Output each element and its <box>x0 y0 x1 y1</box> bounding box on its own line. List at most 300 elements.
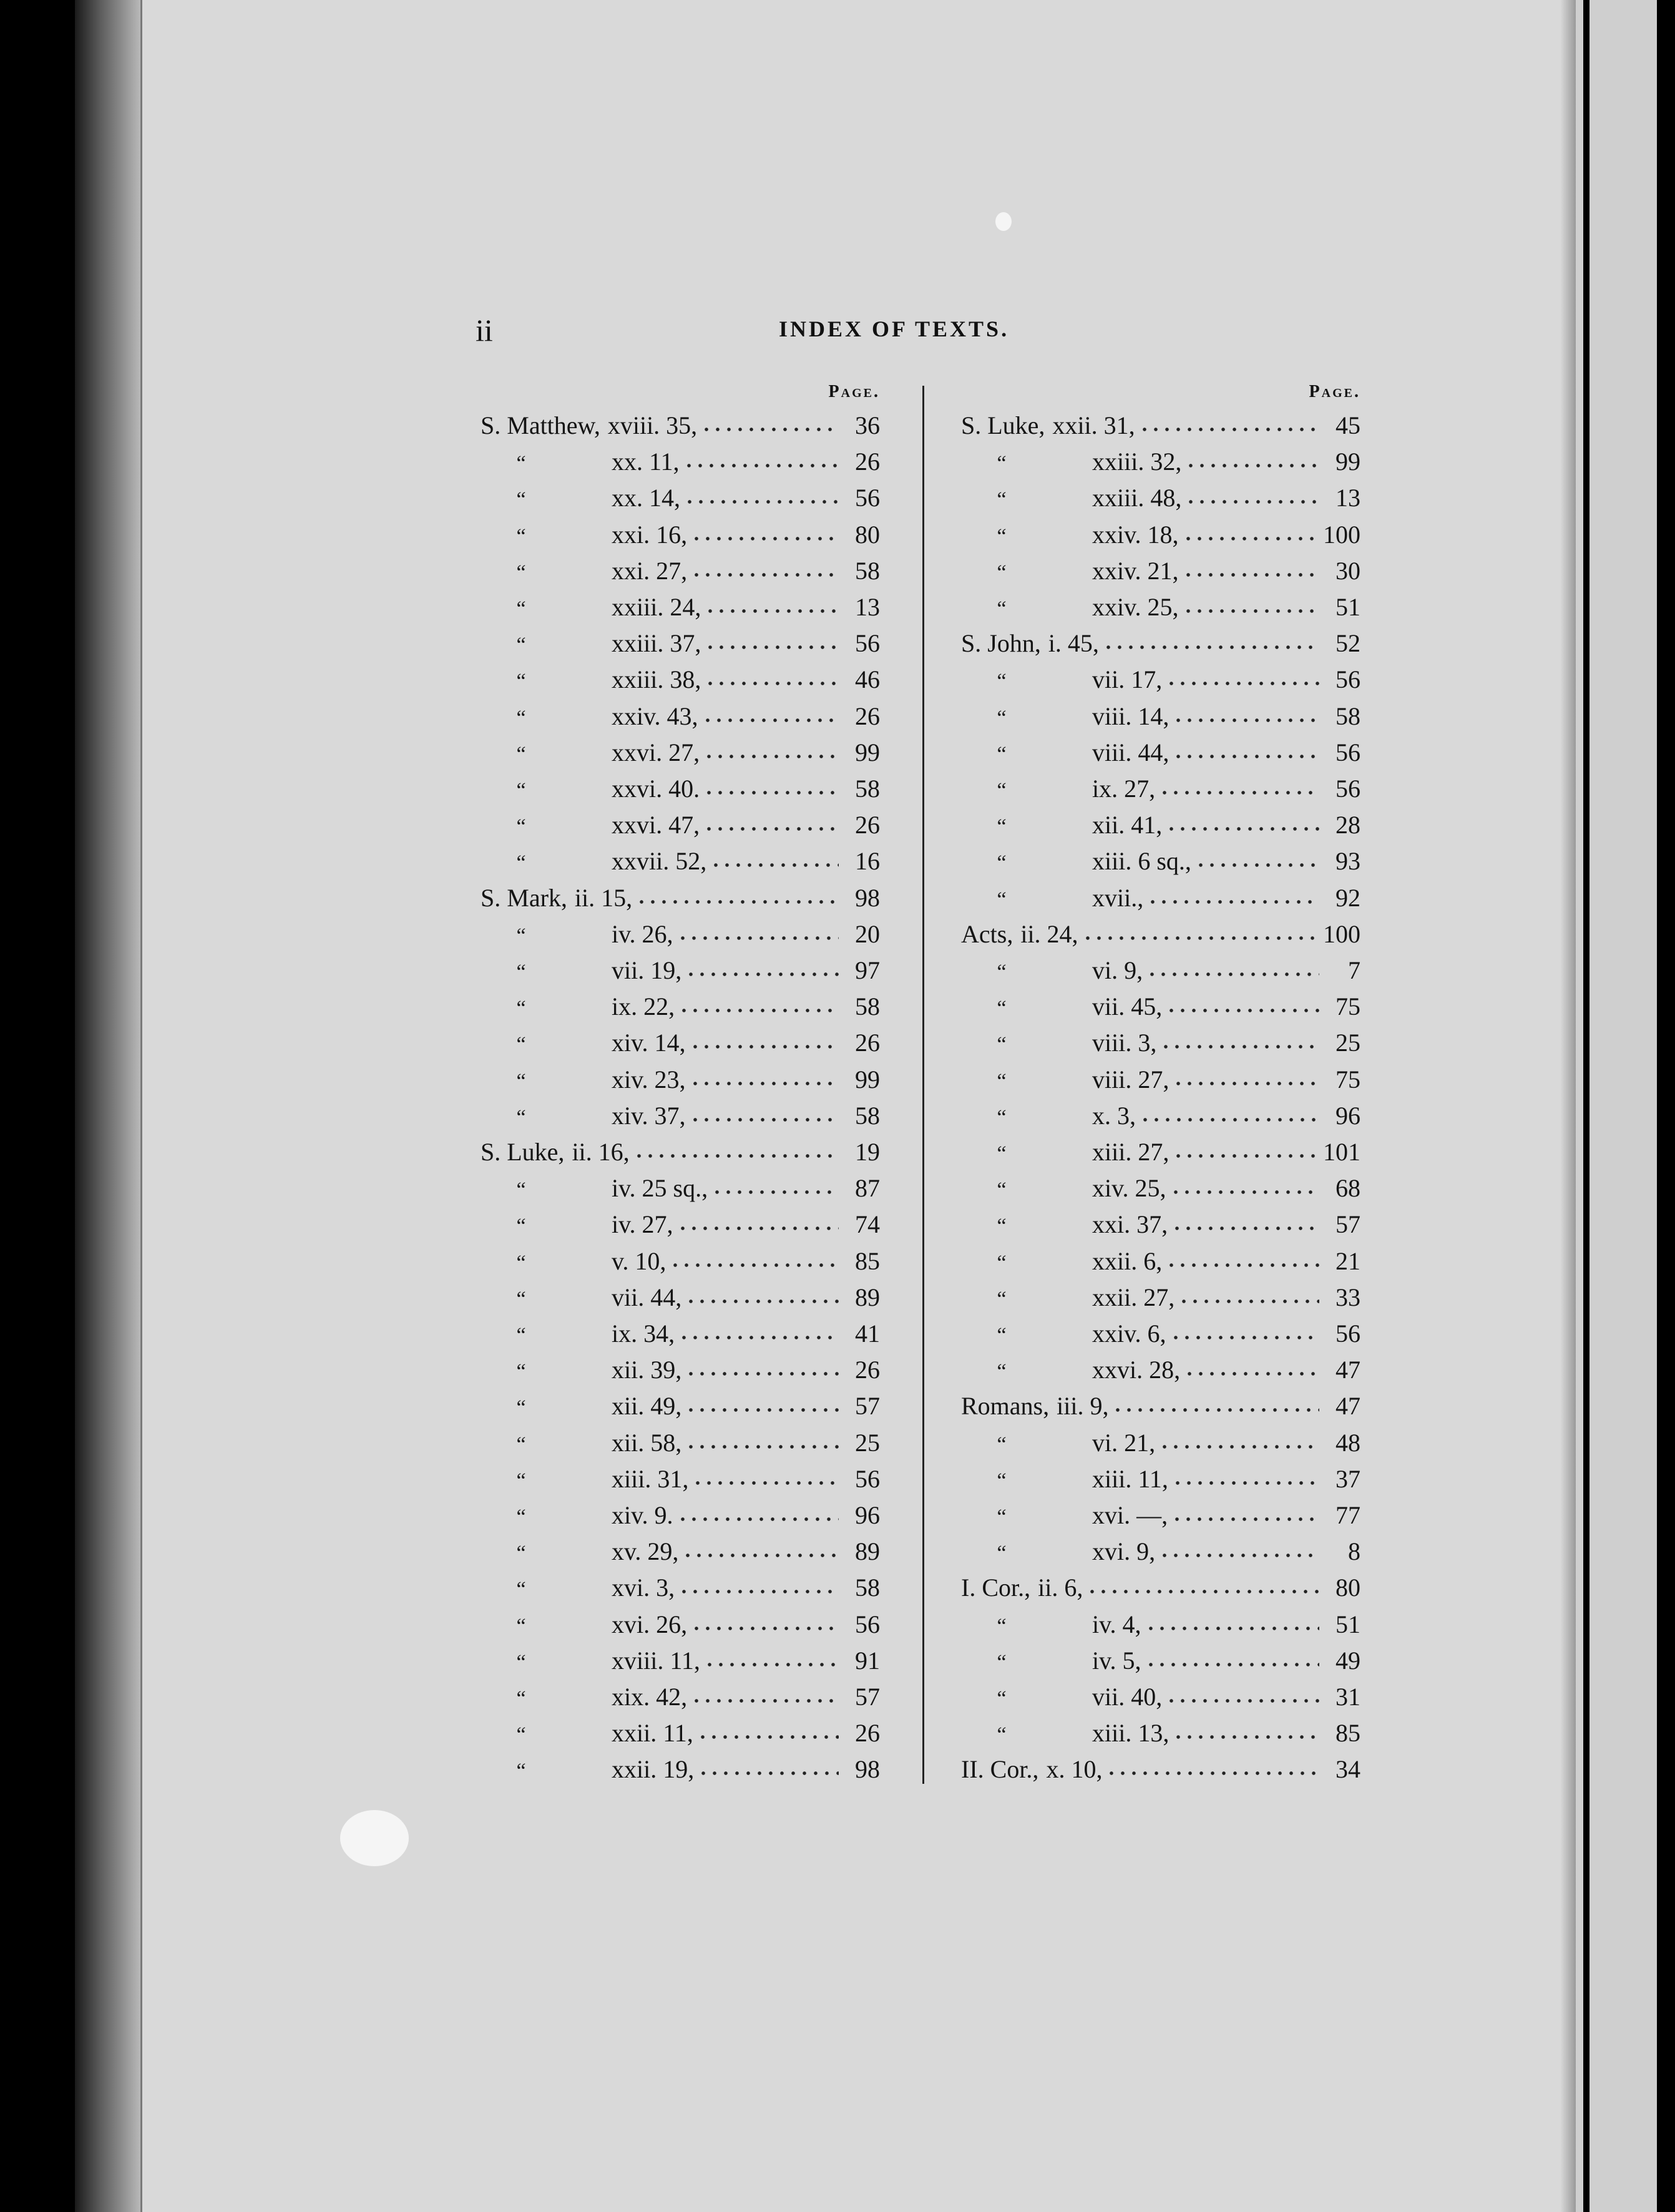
chapter-verse: xxvi. 47, <box>612 811 700 839</box>
chapter-verse: vi. 21, <box>1092 1428 1156 1457</box>
ditto-mark: “ <box>516 1396 526 1420</box>
chapter-verse: xxiv. 25, <box>1092 593 1179 621</box>
chapter-verse: xv. 29, <box>612 1537 679 1566</box>
chapter-verse: xiv. 9. <box>612 1501 673 1529</box>
dot-leader <box>1173 1135 1319 1160</box>
page-reference: 45 <box>1336 411 1360 439</box>
ditto-mark: “ <box>997 1360 1007 1384</box>
dot-leader <box>1166 808 1319 833</box>
chapter-verse: ix. 27, <box>1092 775 1156 803</box>
page-reference: 75 <box>1336 992 1360 1021</box>
dot-leader <box>1170 1317 1319 1342</box>
chapter-verse: iii. 9, <box>1057 1392 1109 1421</box>
dot-leader <box>1140 1099 1319 1124</box>
ditto-mark: “ <box>997 452 1007 476</box>
index-entry <box>481 445 880 481</box>
dot-leader <box>705 663 839 688</box>
page-reference: 41 <box>855 1319 880 1348</box>
page-column-label: Page. <box>828 382 880 401</box>
page-reference: 96 <box>1336 1101 1360 1130</box>
page-fold-shadow <box>1560 0 1576 2212</box>
index-entry <box>961 918 1360 954</box>
ditto-mark: “ <box>516 1287 526 1311</box>
page-reference: 58 <box>855 992 880 1021</box>
chapter-verse: xxiv. 43, <box>612 702 698 730</box>
chapter-verse: x. 3, <box>1092 1101 1136 1130</box>
dot-leader <box>633 1135 839 1160</box>
chapter-verse: viii. 14, <box>1092 702 1170 730</box>
chapter-verse: xii. 41, <box>1092 811 1163 839</box>
chapter-verse: ii. 16, <box>572 1138 630 1166</box>
dot-leader <box>701 409 839 434</box>
dot-leader <box>682 1535 839 1560</box>
index-entry <box>961 1099 1360 1135</box>
page-reference: 58 <box>1336 702 1360 730</box>
index-entry <box>961 1026 1360 1062</box>
chapter-verse: ii. 15, <box>574 883 633 912</box>
chapter-verse: xiii. 13, <box>1092 1719 1170 1748</box>
facing-page-edge <box>1576 0 1675 2212</box>
ditto-mark: “ <box>997 1542 1007 1565</box>
dot-leader <box>678 990 839 1015</box>
ditto-mark: “ <box>997 1105 1007 1129</box>
page-reference: 20 <box>855 919 880 948</box>
page-reference: 99 <box>1336 448 1360 476</box>
chapter-verse: xvi. 26, <box>612 1610 688 1638</box>
index-entry <box>481 554 880 590</box>
index-entry <box>961 1172 1360 1208</box>
index-entry <box>961 1245 1360 1281</box>
page-reference: 26 <box>855 702 880 730</box>
dot-leader <box>1185 481 1319 506</box>
page-reference: 33 <box>1336 1283 1360 1311</box>
page-reference: 48 <box>1336 1428 1360 1457</box>
chapter-verse: vii. 17, <box>1092 665 1163 694</box>
page-reference: 89 <box>855 1283 880 1311</box>
page-reference: 56 <box>855 484 880 512</box>
dot-leader <box>1173 1716 1319 1741</box>
index-entry <box>961 627 1360 663</box>
index-entry <box>481 1644 880 1680</box>
chapter-verse: viii. 3, <box>1092 1029 1157 1057</box>
page-reference: 97 <box>855 956 880 984</box>
ditto-mark: “ <box>997 1033 1007 1057</box>
page-reference: 57 <box>855 1683 880 1711</box>
page-reference: 57 <box>1336 1210 1360 1239</box>
dot-leader <box>1195 844 1319 869</box>
dot-leader <box>1185 445 1319 470</box>
ditto-mark: “ <box>516 851 526 875</box>
chapter-verse: xxvi. 27, <box>612 738 700 766</box>
dot-leader <box>1166 663 1319 688</box>
chapter-verse: x. 10, <box>1046 1755 1103 1784</box>
chapter-verse: xxi. 27, <box>612 556 688 585</box>
ditto-mark: “ <box>516 779 526 802</box>
chapter-verse: xvii., <box>1092 883 1144 912</box>
chapter-verse: xx. 14, <box>612 484 680 512</box>
page-reference: 26 <box>855 1719 880 1748</box>
page-reference: 100 <box>1323 520 1360 549</box>
page-reference: 25 <box>855 1428 880 1457</box>
dot-leader <box>685 1353 839 1378</box>
dot-leader <box>678 1317 839 1342</box>
index-entry <box>481 1063 880 1099</box>
chapter-verse: xxvi. 40. <box>612 775 700 803</box>
page-reference: 100 <box>1323 919 1360 948</box>
index-entry <box>481 1499 880 1535</box>
chapter-verse: xxiv. 18, <box>1092 520 1179 549</box>
dot-leader <box>1173 700 1319 725</box>
ditto-mark: “ <box>997 1142 1007 1165</box>
dot-leader <box>1159 772 1319 797</box>
chapter-verse: xxi. 37, <box>1092 1210 1168 1239</box>
dot-leader <box>710 844 839 869</box>
index-entry <box>961 1208 1360 1244</box>
ditto-mark: “ <box>516 488 526 512</box>
index-entry <box>481 844 880 881</box>
index-entry <box>481 1099 880 1135</box>
ditto-mark: “ <box>997 1178 1007 1202</box>
scan-border <box>1657 0 1675 2212</box>
chapter-verse: xxii. 11, <box>612 1719 693 1748</box>
index-entry <box>481 1535 880 1571</box>
dot-leader <box>1159 1426 1319 1451</box>
chapter-verse: vii. 45, <box>1092 992 1163 1021</box>
index-entry <box>481 918 880 954</box>
page-column-label: Page. <box>1309 382 1360 401</box>
chapter-verse: iv. 25 sq., <box>612 1174 708 1203</box>
chapter-verse: xx. 11, <box>612 448 680 476</box>
index-entry <box>481 663 880 699</box>
chapter-verse: xxi. 16, <box>612 520 688 549</box>
page-reference: 96 <box>855 1501 880 1529</box>
dot-leader <box>702 700 839 725</box>
index-entry <box>481 518 880 554</box>
dot-leader <box>670 1245 839 1270</box>
page-reference: 56 <box>855 1610 880 1638</box>
dot-leader <box>1171 1208 1319 1233</box>
chapter-verse: xiii. 27, <box>1092 1138 1170 1166</box>
index-entry <box>961 590 1360 627</box>
chapter-verse: xxiii. 24, <box>612 593 701 621</box>
dot-leader <box>691 554 839 579</box>
chapter-verse: xix. 42, <box>612 1683 688 1711</box>
ditto-mark: “ <box>997 1324 1007 1347</box>
page-reference: 92 <box>1336 883 1360 912</box>
index-entry <box>481 481 880 517</box>
index-entry <box>481 1208 880 1244</box>
dot-leader <box>684 481 839 506</box>
index-entry <box>961 1716 1360 1753</box>
page-reference: 75 <box>1336 1065 1360 1094</box>
dot-leader <box>1173 1063 1319 1088</box>
page-reference: 26 <box>855 448 880 476</box>
index-entry <box>961 663 1360 699</box>
page-reference: 26 <box>855 1029 880 1057</box>
index-entry <box>481 1716 880 1753</box>
page-reference: 49 <box>1336 1646 1360 1675</box>
dot-leader <box>1183 554 1319 579</box>
page-reference: 99 <box>855 738 880 766</box>
dot-leader <box>1178 1281 1319 1306</box>
book-name: S. Luke, <box>481 1138 565 1166</box>
ditto-mark: “ <box>516 742 526 766</box>
index-entry <box>961 554 1360 590</box>
ditto-mark: “ <box>516 634 526 657</box>
chapter-verse: iv. 26, <box>612 919 673 948</box>
book-name: Romans, <box>961 1392 1050 1421</box>
chapter-verse: xiii. 31, <box>612 1464 689 1493</box>
page-reference: 13 <box>1336 484 1360 512</box>
ditto-mark: “ <box>997 961 1007 984</box>
dot-leader <box>1146 954 1319 979</box>
index-entry <box>961 772 1360 808</box>
dot-leader <box>691 1680 839 1705</box>
index-entry <box>481 736 880 772</box>
page-reference: 25 <box>1336 1029 1360 1057</box>
index-entry <box>481 1389 880 1426</box>
index-entry <box>481 772 880 808</box>
index-entry <box>481 700 880 736</box>
ditto-mark: “ <box>997 997 1007 1020</box>
index-entry <box>961 1353 1360 1389</box>
page-reference: 13 <box>855 593 880 621</box>
chapter-verse: xvi. 3, <box>612 1573 675 1602</box>
ditto-mark: “ <box>516 1578 526 1602</box>
ditto-mark: “ <box>997 670 1007 693</box>
dot-leader <box>1139 409 1319 434</box>
dot-leader <box>1082 918 1319 942</box>
page-reference: 52 <box>1336 629 1360 658</box>
chapter-verse: xxiii. 38, <box>612 665 701 694</box>
page-reference: 56 <box>855 1464 880 1493</box>
page-number: ii <box>476 313 493 348</box>
index-entry <box>481 1571 880 1607</box>
page-reference: 58 <box>855 775 880 803</box>
dot-leader <box>711 1172 839 1197</box>
chapter-verse: xxiii. 37, <box>612 629 701 658</box>
chapter-verse: vii. 19, <box>612 956 682 984</box>
page-reference: 37 <box>1336 1464 1360 1493</box>
index-entry <box>481 881 880 918</box>
page-reference: 85 <box>855 1246 880 1275</box>
dot-leader <box>685 1389 839 1414</box>
index-entry <box>481 1281 880 1317</box>
page-reference: 31 <box>1336 1683 1360 1711</box>
chapter-verse: xxvi. 28, <box>1092 1356 1181 1384</box>
book-name: S. Matthew, <box>481 411 600 439</box>
dot-leader <box>1160 1026 1319 1051</box>
dot-leader <box>703 808 839 833</box>
page-reference: 56 <box>1336 775 1360 803</box>
page-reference: 51 <box>1336 593 1360 621</box>
ditto-mark: “ <box>516 924 526 947</box>
running-head: INDEX OF TEXTS. <box>779 316 1010 341</box>
dot-leader <box>690 1099 839 1124</box>
page-reference: 74 <box>855 1210 880 1239</box>
page-reference: 80 <box>855 520 880 549</box>
dot-leader <box>1145 1608 1319 1633</box>
chapter-verse: xii. 39, <box>612 1356 682 1384</box>
ditto-mark: “ <box>997 524 1007 548</box>
index-entry <box>961 445 1360 481</box>
page-reference: 56 <box>1336 665 1360 694</box>
index-entry <box>961 1317 1360 1353</box>
dot-leader <box>1159 1535 1319 1560</box>
dot-leader <box>698 1753 839 1778</box>
index-entry <box>961 1571 1360 1607</box>
ditto-mark: “ <box>516 1650 526 1674</box>
page-reference: 98 <box>855 1755 880 1784</box>
ditto-mark: “ <box>516 1723 526 1747</box>
index-entry <box>481 1753 880 1789</box>
index-entry <box>481 1135 880 1172</box>
page-reference: 80 <box>1336 1573 1360 1602</box>
ditto-mark: “ <box>997 1614 1007 1638</box>
dot-leader <box>685 954 839 979</box>
dot-leader <box>690 1063 839 1088</box>
chapter-verse: xxiii. 48, <box>1092 484 1182 512</box>
dot-leader <box>1106 1753 1319 1778</box>
page-reference: 28 <box>1336 811 1360 839</box>
index-entry <box>481 409 880 445</box>
page-reference: 34 <box>1336 1755 1360 1784</box>
ditto-mark: “ <box>997 1723 1007 1747</box>
index-entry <box>961 881 1360 918</box>
chapter-verse: viii. 44, <box>1092 738 1170 766</box>
index-entry <box>961 1426 1360 1462</box>
page-reference: 77 <box>1336 1501 1360 1529</box>
page-reference: 26 <box>855 1356 880 1384</box>
page-reference: 93 <box>1336 847 1360 876</box>
dot-leader <box>1087 1571 1319 1596</box>
page-reference: 91 <box>855 1646 880 1675</box>
chapter-verse: xvi. 9, <box>1092 1537 1156 1566</box>
chapter-verse: viii. 27, <box>1092 1065 1170 1094</box>
ditto-mark: “ <box>516 670 526 693</box>
chapter-verse: v. 10, <box>612 1246 667 1275</box>
index-entry <box>481 1245 880 1281</box>
page-reference: 16 <box>855 847 880 876</box>
page-reference: 56 <box>1336 1319 1360 1348</box>
ditto-mark: “ <box>516 961 526 984</box>
ditto-mark: “ <box>516 997 526 1020</box>
book-name: Acts, <box>961 919 1013 948</box>
chapter-verse: xii. 49, <box>612 1392 682 1421</box>
chapter-verse: xxiv. 21, <box>1092 556 1179 585</box>
book-name: S. Mark, <box>481 883 567 912</box>
chapter-verse: ii. 6, <box>1038 1573 1083 1602</box>
ditto-mark: “ <box>997 851 1007 875</box>
ditto-mark: “ <box>516 1069 526 1093</box>
dot-leader <box>705 627 839 652</box>
book-name: S. John, <box>961 629 1041 658</box>
chapter-verse: xxii. 19, <box>612 1755 695 1784</box>
chapter-verse: xviii. 35, <box>607 411 698 439</box>
paper-blemish <box>995 212 1012 231</box>
ditto-mark: “ <box>997 1432 1007 1456</box>
page-reference: 57 <box>855 1392 880 1421</box>
index-entry <box>481 1608 880 1644</box>
dot-leader <box>703 772 839 797</box>
dot-leader <box>704 1644 839 1669</box>
index-entry <box>961 844 1360 881</box>
index-entry <box>481 808 880 844</box>
ditto-mark: “ <box>997 1069 1007 1093</box>
dot-leader <box>691 1608 839 1633</box>
ditto-mark: “ <box>516 1251 526 1275</box>
chapter-verse: xiv. 25, <box>1092 1174 1166 1203</box>
page-reference: 89 <box>855 1537 880 1566</box>
dot-leader <box>1183 590 1319 615</box>
chapter-verse: xiii. 11, <box>1092 1464 1168 1493</box>
dot-leader <box>1166 990 1319 1015</box>
index-entry <box>961 736 1360 772</box>
index-entry <box>481 1353 880 1389</box>
ditto-mark: “ <box>516 452 526 476</box>
ditto-mark: “ <box>516 1687 526 1710</box>
book-spine-shadow <box>75 0 140 2212</box>
ditto-mark: “ <box>516 706 526 730</box>
page-reference: 19 <box>855 1138 880 1166</box>
page-reference: 7 <box>1348 956 1360 984</box>
index-entry <box>481 627 880 663</box>
chapter-verse: iv. 5, <box>1092 1646 1141 1675</box>
dot-leader <box>1145 1644 1319 1669</box>
page-reference: 101 <box>1323 1138 1360 1166</box>
book-name: I. Cor., <box>961 1573 1031 1602</box>
chapter-verse: vii. 40, <box>1092 1683 1163 1711</box>
dot-leader <box>1173 736 1319 761</box>
ditto-mark: “ <box>516 1324 526 1347</box>
ditto-mark: “ <box>516 1469 526 1492</box>
index-entry <box>481 590 880 627</box>
chapter-verse: ix. 34, <box>612 1319 675 1348</box>
ditto-mark: “ <box>997 488 1007 512</box>
chapter-verse: xxii. 6, <box>1092 1246 1163 1275</box>
dot-leader <box>677 918 839 942</box>
ditto-mark: “ <box>997 1505 1007 1529</box>
index-entry <box>481 954 880 990</box>
index-entry <box>961 954 1360 990</box>
dot-leader <box>1112 1389 1319 1414</box>
page-reference: 21 <box>1336 1246 1360 1275</box>
dot-leader <box>703 736 839 761</box>
ditto-mark: “ <box>997 560 1007 584</box>
paper-blemish <box>340 1810 409 1866</box>
dot-leader <box>1170 1172 1319 1197</box>
ditto-mark: “ <box>997 1251 1007 1275</box>
dot-leader <box>692 1462 839 1487</box>
page-reference: 85 <box>1336 1719 1360 1748</box>
chapter-verse: xviii. 11, <box>612 1646 700 1675</box>
book-name: S. Luke, <box>961 411 1045 439</box>
dot-leader <box>690 1026 839 1051</box>
dot-leader <box>697 1716 839 1741</box>
chapter-verse: xiii. 6 sq., <box>1092 847 1191 876</box>
page-reference: 98 <box>855 883 880 912</box>
dot-leader <box>677 1208 839 1233</box>
index-entry <box>961 1063 1360 1099</box>
index-entry <box>481 1317 880 1353</box>
ditto-mark: “ <box>516 560 526 584</box>
index-entry <box>961 409 1360 445</box>
index-entry <box>961 1499 1360 1535</box>
chapter-verse: xxvii. 52, <box>612 847 707 876</box>
page-reference: 8 <box>1348 1537 1360 1566</box>
page-reference: 47 <box>1336 1356 1360 1384</box>
dot-leader <box>705 590 839 615</box>
